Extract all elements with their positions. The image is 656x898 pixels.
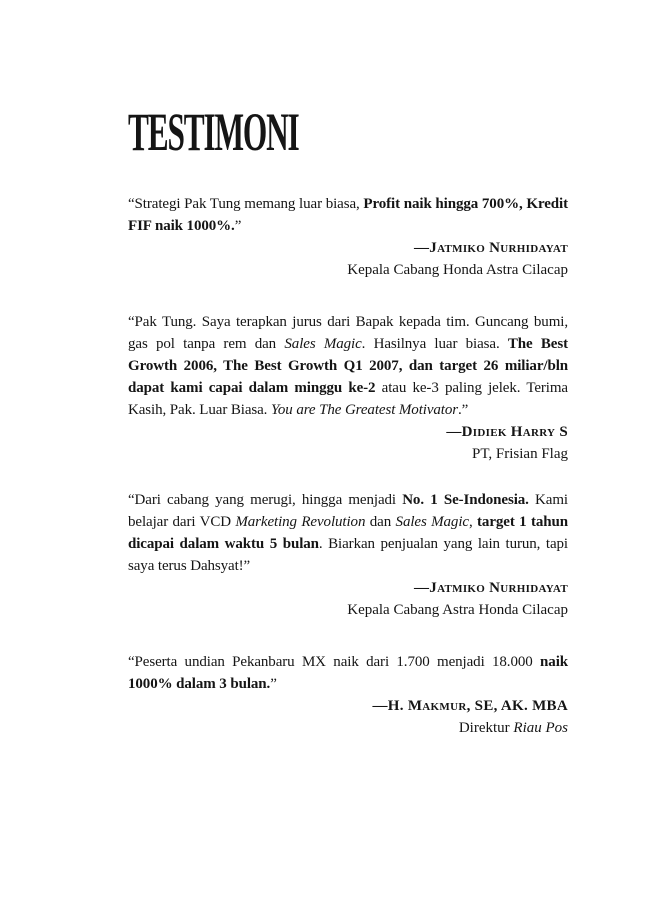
- testimonial-quote: “Dari cabang yang merugi, hingga menjadi No. 1 Se-Indonesia. Kami belajar dari VCD Marketing Revolution dan Sales Magic, target 1 tahun dicapai dalam waktu 5 bulan. Biarkan penjualan yang lain turun, tapi saya terus Dahsyat!”: [128, 492, 568, 574]
- testimonial-block-1: [128, 193, 568, 281]
- testimonial-quote: “Peserta undian Pekanbaru MX naik dari 1.700 menjadi 18.000 naik 1000% dalam 3 bulan.”: [128, 654, 568, 692]
- testimonial-author: —H. Makmur, SE, AK. MBA: [372, 698, 568, 714]
- testimonial-block-2: [128, 311, 568, 465]
- testimonial-role: PT, Frisian Flag: [472, 446, 568, 462]
- testimonial-author: —Jatmiko Nurhidayat: [413, 580, 568, 596]
- page-title-text: TESTIMONI: [128, 102, 299, 162]
- testimonial-quote: “Strategi Pak Tung memang luar biasa, Profit naik hingga 700%, Kredit FIF naik 1000%.”: [128, 196, 569, 234]
- testimonial-role: Kepala Cabang Astra Honda Cilacap: [347, 602, 568, 618]
- testimonial-role: Direktur Riau Pos: [458, 720, 568, 736]
- page-content: [128, 0, 568, 739]
- testimonial-quote: “Pak Tung. Saya terapkan jurus dari Bapak kepada tim. Guncang bumi, gas pol tanpa rem dan Sales Magic. Hasilnya luar biasa. The Best Growth 2006, The Best Growth Q1 2007, dan target 26 miliar/bln dapat kami capai dalam minggu ke-2 atau ke-3 paling jelek. Terima Kasih, Pak. Luar Biasa. You are The Greatest Motivator.”: [128, 314, 568, 418]
- testimonial-block-3: [128, 489, 568, 621]
- page-title: [128, 103, 568, 161]
- testimonial-author: —Didiek Harry S: [446, 424, 568, 440]
- testimonial-role: Kepala Cabang Honda Astra Cilacap: [347, 262, 568, 278]
- testimonial-author: —Jatmiko Nurhidayat: [413, 240, 568, 256]
- testimonial-block-4: [128, 651, 568, 739]
